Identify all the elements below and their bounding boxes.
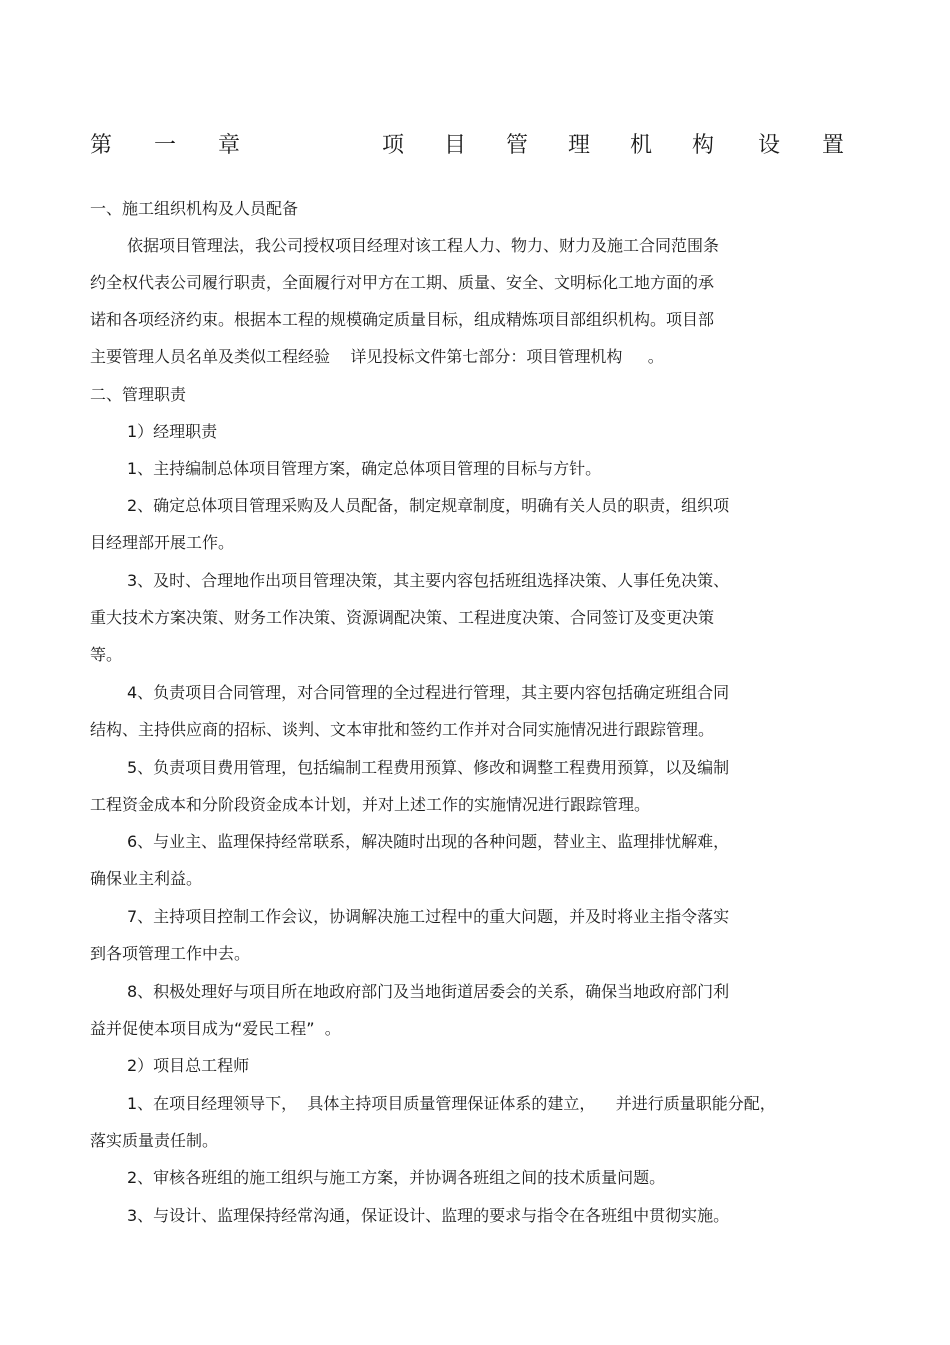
chapter-name-char: 机 [630,133,653,158]
paragraph-line: 1、在项目经理领导下， 具体主持项目质量管理保证体系的建立， 并进行质量职能分配， [127,1094,776,1113]
chapter-name-char: 目 [444,133,467,158]
paragraph-line: 依据项目管理法，我公司授权项目经理对该工程人力、物力、财力及施工合同范围条 [127,236,720,255]
paragraph-line: 2、确定总体项目管理采购及人员配备，制定规章制度，明确有关人员的职责，组织项 [127,496,730,515]
paragraph-line: 3、及时、合理地作出项目管理决策，其主要内容包括班组选择决策、人事任免决策、 [127,571,730,590]
paragraph-line: 4、负责项目合同管理，对合同管理的全过程进行管理，其主要内容包括确定班组合同 [127,683,730,702]
chapter-prefix-char: 章 [218,133,241,158]
paragraph-line: 结构、主持供应商的招标、谈判、文本审批和签约工作并对合同实施情况进行跟踪管理。 [90,720,715,739]
chapter-name-char: 设 [758,133,781,158]
chapter-name-char: 置 [822,133,845,158]
paragraph-line: 约全权代表公司履行职责，全面履行对甲方在工期、质量、安全、文明标化工地方面的承 [90,273,715,292]
chapter-name-char: 项 [382,133,405,158]
subsection-heading: 2）项目总工程师 [127,1056,250,1075]
paragraph-line: 3、与设计、监理保持经常沟通，保证设计、监理的要求与指令在各班组中贯彻实施。 [127,1206,730,1225]
paragraph-line: 2、审核各班组的施工组织与施工方案，并协调各班组之间的技术质量问题。 [127,1168,666,1187]
paragraph-line: 工程资金成本和分阶段资金成本计划，并对上述工作的实施情况进行跟踪管理。 [90,795,651,814]
chapter-name-char: 管 [506,133,529,158]
paragraph-line: 落实质量责任制。 [90,1131,219,1150]
chapter-prefix-char: 一 [154,133,177,158]
chapter-name-char: 构 [692,133,715,158]
paragraph-line: 6、与业主、监理保持经常联系，解决随时出现的各种问题，替业主、监理排忧解难， [127,832,730,851]
section-heading: 一、施工组织机构及人员配备 [90,199,299,218]
paragraph-line: 诺和各项经济约束。根据本工程的规模确定质量目标，组成精炼项目部组织机构。项目部 [90,310,715,329]
paragraph-line: 益并促使本项目成为“爱民工程” 。 [90,1019,341,1038]
paragraph-line: 主要管理人员名单及类似工程经验 详见投标文件第七部分：项目管理机构 。 [90,347,664,366]
chapter-title [90,128,850,164]
chapter-prefix-char: 第 [90,133,113,158]
paragraph-line: 等。 [90,645,123,664]
paragraph-line: 7、主持项目控制工作会议，协调解决施工过程中的重大问题，并及时将业主指令落实 [127,907,730,926]
paragraph-line: 8、积极处理好与项目所在地政府部门及当地街道居委会的关系，确保当地政府部门利 [127,982,730,1001]
paragraph-line: 确保业主利益。 [90,869,203,888]
paragraph-line: 重大技术方案决策、财务工作决策、资源调配决策、工程进度决策、合同签订及变更决策 [90,608,715,627]
paragraph-line: 5、负责项目费用管理，包括编制工程费用预算、修改和调整工程费用预算，以及编制 [127,758,730,777]
chapter-name-char: 理 [568,133,591,158]
paragraph-line: 1、主持编制总体项目管理方案，确定总体项目管理的目标与方针。 [127,459,602,478]
subsection-heading: 1）经理职责 [127,422,218,441]
paragraph-line: 目经理部开展工作。 [90,533,235,552]
paragraph-line: 到各项管理工作中去。 [90,944,251,963]
section-heading: 二、管理职责 [90,385,187,404]
